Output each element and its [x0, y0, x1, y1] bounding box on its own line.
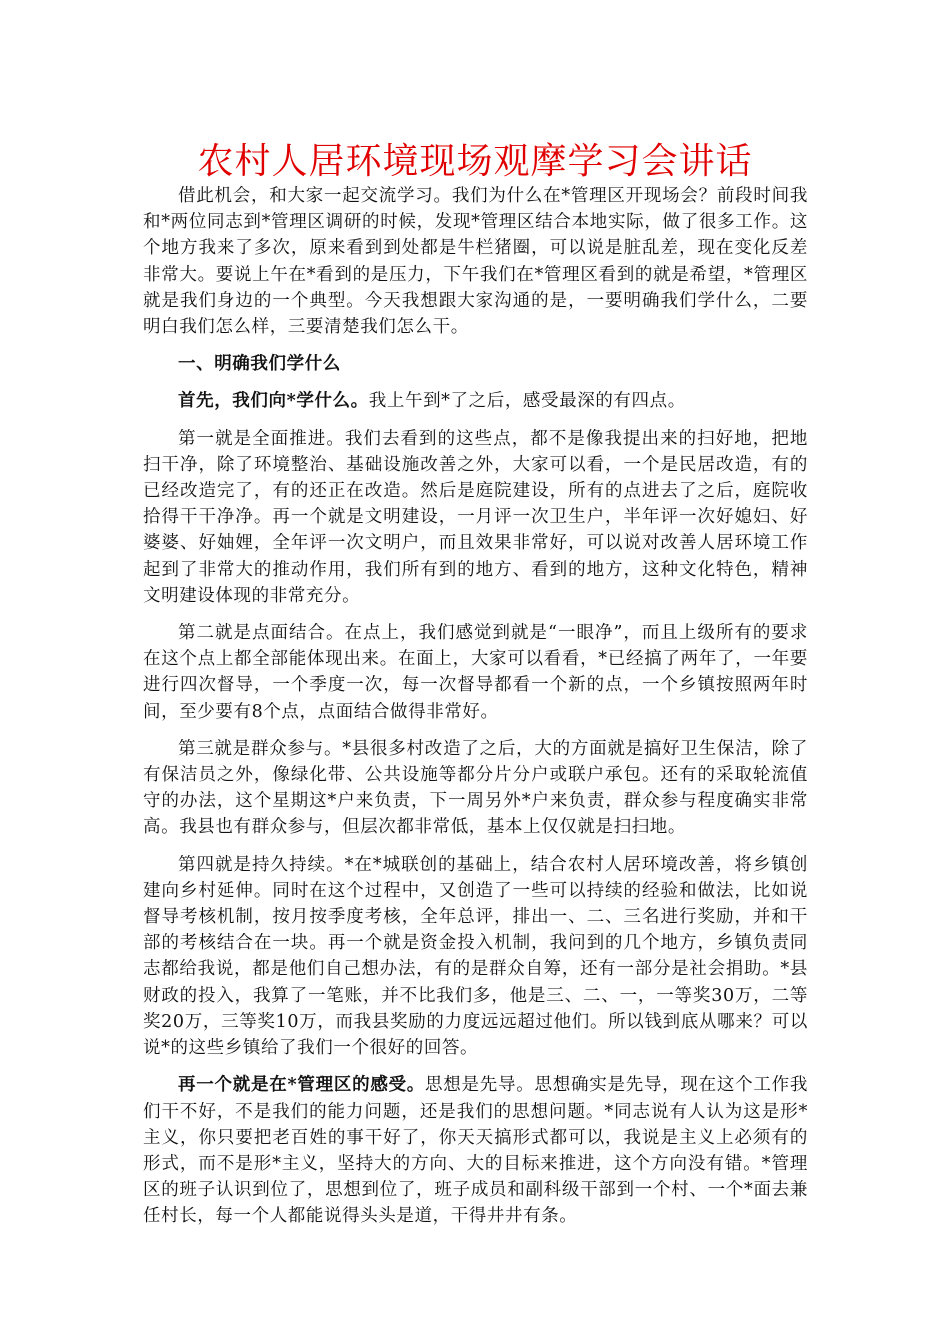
- paragraph: [143, 388, 808, 414]
- paragraph-text: 借此机会，和大家一起交流学习。我们为什么在*管理区开现场会？前段时间我和*两位同志到*管理区调研的时候，发现*管理区结合本地实际，做了很多工作。这个地方我来了多次，原来看到到处都是牛栏猪圈，可以说是脏乱差，现在变化反差非常大。要说上午在*看到的是压力，下午我们在*管理区看到的就是希望，*管理区就是我们身边的一个典型。今天我想跟大家沟通的是，一要明确我们学什么，二要明白我们怎么样，三要清楚我们怎么干。: [143, 186, 808, 338]
- paragraph-text: 第三就是群众参与。*县很多村改造了之后，大的方面就是搞好卫生保洁，除了有保洁员之外，像绿化带、公共设施等都分片分户或联户承包。还有的采取轮流值守的办法，这个星期这*户来负责，下一周另外*户来负责，群众参与程度确实非常高。我县也有群众参与，但层次都非常低，基本上仅仅就是扫扫地。: [143, 738, 808, 838]
- paragraph-text: 思想是先导。思想确实是先导，现在这个工作我们干不好，不是我们的能力问题，还是我们的思想问题。*同志说有人认为这是形*主义，你只要把老百姓的事干好了，你天天搞形式都可以，我说是主义上必须有的形式，而不是形*主义，坚持大的方向、大的目标来推进，这个方向没有错。*管理区的班子认识到位了，思想到位了，班子成员和副科级干部到一个村、一个*面去兼任村长，每一个人都能说得头头是道，干得井井有条。: [143, 1075, 808, 1227]
- paragraph-text: 第二就是点面结合。在点上，我们感觉到就是“一眼净”，而且上级所有的要求在这个点上都全部能体现出来。在面上，大家可以看看，*已经搞了两年了，一年要进行四次督导，一个季度一次，每一次督导都看一个新的点，一个乡镇按照两年时间，至少要有8个点，点面结合做得非常好。: [143, 623, 808, 722]
- paragraph: [143, 426, 808, 609]
- document-title: 农村人居环境现场观摩学习会讲话: [197, 141, 753, 182]
- paragraph: [143, 1072, 808, 1229]
- paragraph-text: 我上午到*了之后，感受最深的有四点。: [368, 391, 686, 412]
- paragraph: [143, 852, 808, 1062]
- section-heading: 一、明确我们学什么: [178, 354, 341, 375]
- document-body: [143, 183, 808, 1241]
- paragraph-text: 第一就是全面推进。我们去看到的这些点，都不是像我提出来的扫好地，把地扫干净，除了环境整治、基础设施改善之外，大家可以看，一个是民居改造，有的已经改造完了，有的还正在改造。然后是庭院建设，所有的点进去了之后，庭院收拾得干干净净。再一个就是文明建设，一月评一次卫生户，半年评一次好媳妇、好婆婆、好妯娌，全年评一次文明户，而且效果非常好，可以说对改善人居环境工作起到了非常大的推动作用，我们所有到的地方、看到的地方，这种文化特色，精神文明建设体现的非常充分。: [143, 428, 808, 606]
- paragraph: [143, 183, 808, 340]
- paragraph-lead: 首先，我们向*学什么。: [178, 391, 369, 412]
- paragraph: [143, 620, 808, 725]
- paragraph-lead: 再一个就是在*管理区的感受。: [178, 1075, 426, 1096]
- paragraph: [143, 736, 808, 841]
- paragraph-text: 第四就是持久持续。*在*城联创的基础上，结合农村人居环境改善，将乡镇创建向乡村延伸。同时在这个过程中，又创造了一些可以持续的经验和做法，比如说督导考核机制，按月按季度考核，全年总评，排出一、二、三名进行奖励，并和干部的考核结合在一块。再一个就是资金投入机制，我问到的几个地方，乡镇负责同志都给我说，都是他们自己想办法，有的是群众自筹，还有一部分是社会捐助。*县财政的投入，我算了一笔账，并不比我们多，他是三、二、一，一等奖30万，二等奖20万，三等奖10万，而我县奖励的力度远远超过他们。所以钱到底从哪来？可以说*的这些乡镇给了我们一个很好的回答。: [143, 854, 808, 1059]
